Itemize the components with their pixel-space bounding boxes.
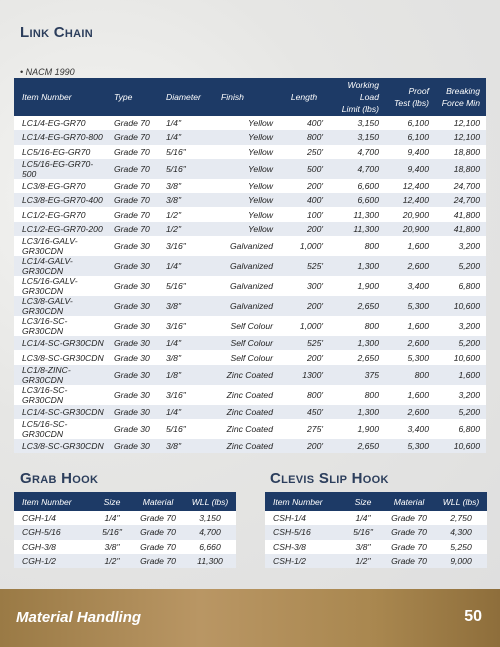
table-cell: 18,800 bbox=[435, 145, 486, 159]
table-cell: 6,100 bbox=[385, 116, 435, 130]
table-cell: 3/16" bbox=[158, 316, 213, 336]
table-cell: Yellow bbox=[213, 193, 279, 207]
link-chain-title: Link Chain bbox=[20, 24, 93, 41]
table-cell: CSH-1/2 bbox=[265, 554, 343, 568]
table-cell: 275' bbox=[279, 419, 329, 439]
table-cell: Zinc Coated bbox=[213, 385, 279, 405]
table-cell: 6,800 bbox=[435, 419, 486, 439]
table-cell: CSH-5/16 bbox=[265, 525, 343, 539]
table-cell: Grade 30 bbox=[106, 405, 158, 419]
table-cell: 5,200 bbox=[435, 405, 486, 419]
table-row bbox=[14, 276, 486, 296]
table-cell: Grade 70 bbox=[106, 207, 158, 221]
table-row bbox=[14, 256, 486, 276]
table-cell: 18,800 bbox=[435, 159, 486, 179]
col-finish: Finish bbox=[213, 78, 279, 116]
link-chain-body bbox=[14, 116, 486, 453]
table-cell: 1/2" bbox=[92, 554, 132, 568]
table-cell: LC3/16-SC-GR30CDN bbox=[14, 316, 106, 336]
table-cell: 200' bbox=[279, 222, 329, 236]
table-cell: CGH-1/4 bbox=[14, 511, 92, 525]
table-cell: Grade 70 bbox=[383, 554, 435, 568]
table-row bbox=[14, 316, 486, 336]
table-header-row bbox=[14, 492, 236, 511]
link-chain-table bbox=[14, 78, 486, 453]
table-cell: 525' bbox=[279, 256, 329, 276]
table-cell: 3,150 bbox=[329, 130, 385, 144]
table-cell: 1,600 bbox=[385, 316, 435, 336]
table-cell: 6,100 bbox=[385, 130, 435, 144]
table-cell: 41,800 bbox=[435, 222, 486, 236]
table-cell: Grade 30 bbox=[106, 316, 158, 336]
table-row bbox=[265, 525, 487, 539]
table-cell: 3/8" bbox=[158, 193, 213, 207]
table-cell: LC1/8-ZINC-GR30CDN bbox=[14, 365, 106, 385]
table-cell: 5,300 bbox=[385, 439, 435, 453]
table-cell: Grade 70 bbox=[132, 540, 184, 554]
table-cell: Self Colour bbox=[213, 336, 279, 350]
table-cell: 500' bbox=[279, 159, 329, 179]
table-cell: 41,800 bbox=[435, 207, 486, 221]
table-cell: 1/4" bbox=[158, 256, 213, 276]
table-cell: Grade 70 bbox=[106, 222, 158, 236]
table-cell: 5,300 bbox=[385, 350, 435, 364]
table-row bbox=[14, 207, 486, 221]
table-cell: Yellow bbox=[213, 207, 279, 221]
table-cell: 800' bbox=[279, 130, 329, 144]
clevis-slip-hook-table bbox=[265, 492, 487, 568]
table-cell: 800 bbox=[329, 316, 385, 336]
table-cell: Grade 70 bbox=[132, 525, 184, 539]
table-cell: Galvanized bbox=[213, 236, 279, 256]
col-wll: Working Load Limit (lbs) bbox=[329, 78, 385, 116]
table-cell: Grade 30 bbox=[106, 276, 158, 296]
table-cell: 1,900 bbox=[329, 419, 385, 439]
table-cell: 1,600 bbox=[385, 385, 435, 405]
table-cell: 1/4" bbox=[158, 116, 213, 130]
table-cell: Grade 70 bbox=[106, 116, 158, 130]
table-cell: 3/16" bbox=[158, 385, 213, 405]
table-cell: CGH-1/2 bbox=[14, 554, 92, 568]
standard-bullet: • NACM 1990 bbox=[20, 67, 75, 77]
table-cell: 400' bbox=[279, 116, 329, 130]
table-cell: 6,800 bbox=[435, 276, 486, 296]
table-cell: 800 bbox=[329, 385, 385, 405]
table-cell: 250' bbox=[279, 145, 329, 159]
table-cell: 3,400 bbox=[385, 419, 435, 439]
table-cell: Grade 30 bbox=[106, 365, 158, 385]
clevis-slip-hook-body bbox=[265, 511, 487, 568]
table-cell: 5,200 bbox=[435, 256, 486, 276]
col-diameter: Diameter bbox=[158, 78, 213, 116]
table-row bbox=[14, 222, 486, 236]
col-length: Length bbox=[279, 78, 329, 116]
table-cell: 1,000' bbox=[279, 236, 329, 256]
table-row bbox=[14, 350, 486, 364]
table-cell: 6,600 bbox=[329, 179, 385, 193]
table-cell: 2,650 bbox=[329, 296, 385, 316]
table-row bbox=[14, 336, 486, 350]
table-cell: 800 bbox=[329, 236, 385, 256]
table-cell: 2,750 bbox=[435, 511, 487, 525]
table-cell: 11,300 bbox=[329, 207, 385, 221]
table-cell: 3/8" bbox=[158, 296, 213, 316]
table-cell: Yellow bbox=[213, 116, 279, 130]
table-cell: LC3/8-GALV-GR30CDN bbox=[14, 296, 106, 316]
table-cell: Self Colour bbox=[213, 316, 279, 336]
table-cell: 375 bbox=[329, 365, 385, 385]
table-cell: Grade 30 bbox=[106, 350, 158, 364]
table-cell: 3,150 bbox=[329, 116, 385, 130]
table-cell: 11,300 bbox=[329, 222, 385, 236]
table-row bbox=[14, 419, 486, 439]
table-cell: 12,400 bbox=[385, 193, 435, 207]
table-row bbox=[265, 540, 487, 554]
table-cell: 1/4" bbox=[92, 511, 132, 525]
table-cell: LC3/8-EG-GR70-400 bbox=[14, 193, 106, 207]
table-cell: LC3/8-EG-GR70 bbox=[14, 179, 106, 193]
table-cell: 3/8" bbox=[343, 540, 383, 554]
table-cell: 10,600 bbox=[435, 296, 486, 316]
table-cell: Grade 70 bbox=[106, 179, 158, 193]
table-cell: 9,400 bbox=[385, 145, 435, 159]
page-number: 50 bbox=[464, 608, 482, 625]
col-material: Material bbox=[132, 492, 184, 511]
table-cell: Yellow bbox=[213, 145, 279, 159]
table-cell: 10,600 bbox=[435, 350, 486, 364]
table-cell: Grade 70 bbox=[132, 511, 184, 525]
table-row bbox=[14, 511, 236, 525]
table-cell: 1/2" bbox=[158, 222, 213, 236]
table-cell: 3/8" bbox=[158, 439, 213, 453]
table-cell: 20,900 bbox=[385, 207, 435, 221]
table-cell: 4,700 bbox=[184, 525, 236, 539]
table-cell: 24,700 bbox=[435, 193, 486, 207]
table-header-row bbox=[265, 492, 487, 511]
table-row bbox=[14, 179, 486, 193]
table-cell: 200' bbox=[279, 350, 329, 364]
table-cell: 2,600 bbox=[385, 405, 435, 419]
col-material: Material bbox=[383, 492, 435, 511]
table-cell: Grade 70 bbox=[106, 145, 158, 159]
col-wll: WLL (lbs) bbox=[184, 492, 236, 511]
table-cell: 2,600 bbox=[385, 256, 435, 276]
table-cell: 200' bbox=[279, 296, 329, 316]
table-cell: LC1/2-EG-GR70 bbox=[14, 207, 106, 221]
table-cell: 1,300 bbox=[329, 256, 385, 276]
table-cell: Grade 70 bbox=[383, 511, 435, 525]
col-wll: WLL (lbs) bbox=[435, 492, 487, 511]
col-size: Size bbox=[343, 492, 383, 511]
table-cell: LC3/16-SC-GR30CDN bbox=[14, 385, 106, 405]
table-cell: 10,600 bbox=[435, 439, 486, 453]
grab-hook-body bbox=[14, 511, 236, 568]
table-cell: LC5/16-GALV-GR30CDN bbox=[14, 276, 106, 296]
col-breaking-force: Breaking Force Min bbox=[435, 78, 486, 116]
table-cell: LC1/4-EG-GR70-800 bbox=[14, 130, 106, 144]
table-cell: Grade 70 bbox=[132, 554, 184, 568]
table-cell: LC5/16-EG-GR70 bbox=[14, 145, 106, 159]
table-row bbox=[14, 296, 486, 316]
table-cell: 4,700 bbox=[329, 159, 385, 179]
table-cell: 3/8" bbox=[92, 540, 132, 554]
table-cell: 9,400 bbox=[385, 159, 435, 179]
table-cell: Zinc Coated bbox=[213, 439, 279, 453]
table-cell: 3/16" bbox=[158, 236, 213, 256]
table-cell: 2,650 bbox=[329, 350, 385, 364]
table-cell: Self Colour bbox=[213, 350, 279, 364]
table-cell: 450' bbox=[279, 405, 329, 419]
table-cell: Grade 70 bbox=[383, 540, 435, 554]
table-cell: 5/16" bbox=[343, 525, 383, 539]
table-cell: 3,200 bbox=[435, 316, 486, 336]
grab-hook-table bbox=[14, 492, 236, 568]
table-cell: Galvanized bbox=[213, 256, 279, 276]
clevis-slip-hook-title: Clevis Slip Hook bbox=[270, 470, 389, 487]
table-cell: 5/16" bbox=[92, 525, 132, 539]
table-row bbox=[14, 193, 486, 207]
table-cell: 1/4" bbox=[343, 511, 383, 525]
table-cell: Grade 30 bbox=[106, 256, 158, 276]
table-cell: LC3/8-SC-GR30CDN bbox=[14, 350, 106, 364]
table-cell: 1,300 bbox=[329, 336, 385, 350]
table-cell: 3,200 bbox=[435, 385, 486, 405]
col-item-number: Item Number bbox=[265, 492, 343, 511]
table-cell: Grade 30 bbox=[106, 336, 158, 350]
table-cell: LC1/4-GALV-GR30CDN bbox=[14, 256, 106, 276]
col-item-number: Item Number bbox=[14, 78, 106, 116]
table-cell: LC5/16-EG-GR70-500 bbox=[14, 159, 106, 179]
table-row bbox=[265, 554, 487, 568]
table-cell: 1,000' bbox=[279, 316, 329, 336]
table-row bbox=[14, 116, 486, 130]
table-row bbox=[14, 159, 486, 179]
table-cell: 5/16" bbox=[158, 145, 213, 159]
table-cell: Yellow bbox=[213, 159, 279, 179]
table-row bbox=[14, 405, 486, 419]
table-cell: Grade 30 bbox=[106, 236, 158, 256]
table-cell: CSH-3/8 bbox=[265, 540, 343, 554]
table-cell: 3/8" bbox=[158, 179, 213, 193]
table-row bbox=[14, 525, 236, 539]
table-cell: 12,100 bbox=[435, 130, 486, 144]
table-cell: 525' bbox=[279, 336, 329, 350]
table-cell: 1,600 bbox=[435, 365, 486, 385]
table-cell: 9,000 bbox=[435, 554, 487, 568]
table-cell: LC1/4-EG-GR70 bbox=[14, 116, 106, 130]
footer-band bbox=[0, 589, 500, 647]
table-row bbox=[14, 236, 486, 256]
table-cell: 800' bbox=[279, 385, 329, 405]
table-cell: 5,250 bbox=[435, 540, 487, 554]
table-cell: 5,200 bbox=[435, 336, 486, 350]
table-cell: LC1/4-SC-GR30CDN bbox=[14, 336, 106, 350]
table-cell: 1/2" bbox=[158, 207, 213, 221]
col-proof-test: Proof Test (lbs) bbox=[385, 78, 435, 116]
table-cell: 4,700 bbox=[329, 145, 385, 159]
table-cell: 2,650 bbox=[329, 439, 385, 453]
table-row bbox=[14, 385, 486, 405]
table-cell: 3,150 bbox=[184, 511, 236, 525]
table-cell: 400' bbox=[279, 193, 329, 207]
table-row bbox=[265, 511, 487, 525]
table-cell: 300' bbox=[279, 276, 329, 296]
table-cell: 5/16" bbox=[158, 419, 213, 439]
table-row bbox=[14, 554, 236, 568]
table-cell: 20,900 bbox=[385, 222, 435, 236]
table-row bbox=[14, 365, 486, 385]
table-cell: 3/8" bbox=[158, 350, 213, 364]
table-cell: 3,200 bbox=[435, 236, 486, 256]
col-item-number: Item Number bbox=[14, 492, 92, 511]
table-cell: 1,900 bbox=[329, 276, 385, 296]
table-cell: 24,700 bbox=[435, 179, 486, 193]
table-header-row bbox=[14, 78, 486, 116]
table-cell: 1/2" bbox=[343, 554, 383, 568]
table-cell: 1/4" bbox=[158, 405, 213, 419]
table-cell: Zinc Coated bbox=[213, 405, 279, 419]
table-cell: 1,300 bbox=[329, 405, 385, 419]
table-cell: 1300' bbox=[279, 365, 329, 385]
table-cell: Galvanized bbox=[213, 296, 279, 316]
table-cell: Grade 30 bbox=[106, 419, 158, 439]
table-cell: 800 bbox=[385, 365, 435, 385]
table-cell: 2,600 bbox=[385, 336, 435, 350]
table-cell: Galvanized bbox=[213, 276, 279, 296]
col-size: Size bbox=[92, 492, 132, 511]
table-cell: 1,600 bbox=[385, 236, 435, 256]
table-cell: 1/4" bbox=[158, 336, 213, 350]
table-cell: LC1/4-SC-GR30CDN bbox=[14, 405, 106, 419]
table-cell: Yellow bbox=[213, 222, 279, 236]
table-cell: Grade 30 bbox=[106, 439, 158, 453]
table-cell: 6,660 bbox=[184, 540, 236, 554]
table-cell: 1/4" bbox=[158, 130, 213, 144]
table-row bbox=[14, 540, 236, 554]
table-cell: 100' bbox=[279, 207, 329, 221]
table-cell: 4,300 bbox=[435, 525, 487, 539]
table-cell: Grade 30 bbox=[106, 385, 158, 405]
table-cell: LC3/16-GALV-GR30CDN bbox=[14, 236, 106, 256]
table-cell: 5/16" bbox=[158, 159, 213, 179]
table-cell: CGH-3/8 bbox=[14, 540, 92, 554]
grab-hook-title: Grab Hook bbox=[20, 470, 99, 487]
table-cell: Grade 70 bbox=[106, 159, 158, 179]
table-cell: 12,100 bbox=[435, 116, 486, 130]
table-cell: 200' bbox=[279, 179, 329, 193]
table-cell: 3,400 bbox=[385, 276, 435, 296]
table-cell: Yellow bbox=[213, 179, 279, 193]
table-row bbox=[14, 439, 486, 453]
table-cell: Grade 30 bbox=[106, 296, 158, 316]
table-cell: Yellow bbox=[213, 130, 279, 144]
table-cell: 6,600 bbox=[329, 193, 385, 207]
table-cell: 1/8" bbox=[158, 365, 213, 385]
table-cell: Grade 70 bbox=[383, 525, 435, 539]
table-cell: Grade 70 bbox=[106, 130, 158, 144]
table-cell: 12,400 bbox=[385, 179, 435, 193]
table-cell: Zinc Coated bbox=[213, 419, 279, 439]
table-cell: 11,300 bbox=[184, 554, 236, 568]
table-row bbox=[14, 145, 486, 159]
table-cell: Zinc Coated bbox=[213, 365, 279, 385]
table-cell: Grade 70 bbox=[106, 193, 158, 207]
table-cell: CGH-5/16 bbox=[14, 525, 92, 539]
table-cell: LC1/2-EG-GR70-200 bbox=[14, 222, 106, 236]
table-cell: LC3/8-SC-GR30CDN bbox=[14, 439, 106, 453]
table-cell: 200' bbox=[279, 439, 329, 453]
table-cell: CSH-1/4 bbox=[265, 511, 343, 525]
table-row bbox=[14, 130, 486, 144]
col-type: Type bbox=[106, 78, 158, 116]
table-cell: LC5/16-SC-GR30CDN bbox=[14, 419, 106, 439]
footer-section-title: Material Handling bbox=[16, 609, 142, 626]
table-cell: 5,300 bbox=[385, 296, 435, 316]
table-cell: 5/16" bbox=[158, 276, 213, 296]
